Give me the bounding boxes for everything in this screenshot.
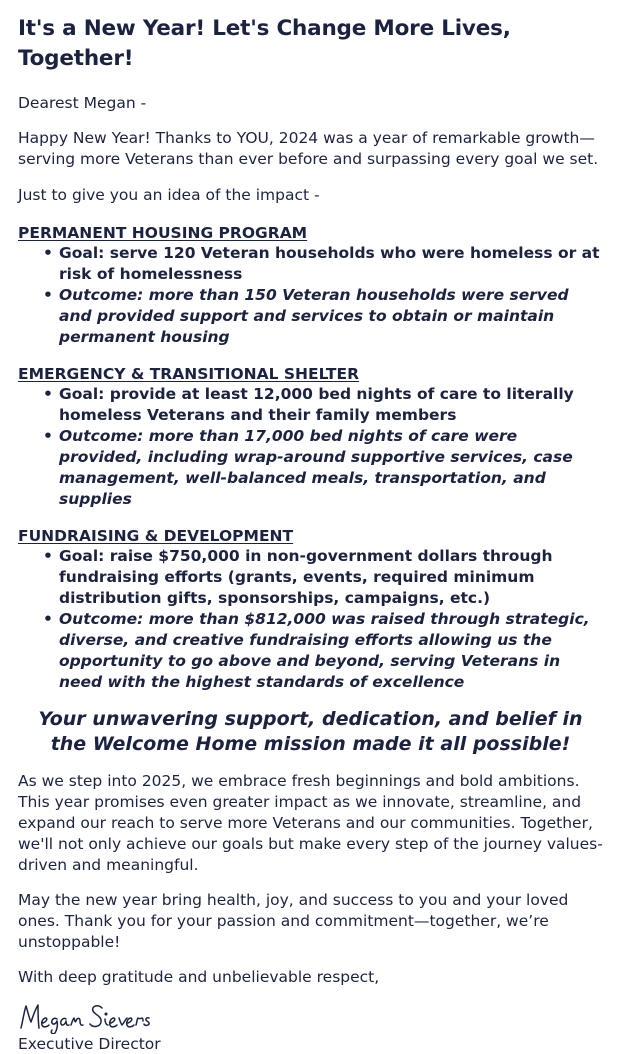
highlight-statement: Your unwavering support, dedication, and belief in the Welcome Home mission made it all possible! xyxy=(38,708,583,755)
bullet-icon: • xyxy=(43,385,53,403)
bullet-icon: • xyxy=(43,610,53,628)
section-heading: EMERGENCY & TRANSITIONAL SHELTER xyxy=(18,365,360,383)
section-heading: FUNDRAISING & DEVELOPMENT xyxy=(18,527,294,545)
section-permanent-housing xyxy=(18,223,603,348)
signature xyxy=(18,1000,603,1034)
year-ahead-paragraph: As we step into 2025, we embrace fresh beginnings and bold ambitions. This year promises even greater impact as we innovate, streamline, and expand our reach to serve more Veterans and our communities. Together, we'll not only achieve our goals but make every step of the journey values-driven and meaningful. xyxy=(18,772,603,874)
bullet-icon: • xyxy=(43,547,53,565)
outcome-text: Outcome: more than 150 Veteran households were served and provided support and services to obtain or maintain permanent housing xyxy=(59,286,569,346)
signer-title: Executive Director xyxy=(18,1035,161,1053)
outcome-text: Outcome: more than 17,000 bed nights of care were provided, including wrap-around supportive services, case management, well-balanced meals, transportation, and supplies xyxy=(59,427,573,508)
goal-text: Goal: serve 120 Veteran households who were homeless or at risk of homelessness xyxy=(59,244,600,283)
outcome-item xyxy=(43,426,603,510)
signature-image xyxy=(18,1000,198,1034)
wishes-paragraph: May the new year bring health, joy, and success to you and your loved ones. Thank you for your passion and commitment—together, we’re unstoppable! xyxy=(18,891,569,951)
bullet-icon: • xyxy=(43,244,53,262)
section-fundraising xyxy=(18,526,603,693)
bullet-icon: • xyxy=(43,427,53,445)
impact-lead: Just to give you an idea of the impact - xyxy=(18,186,320,204)
section-emergency-shelter xyxy=(18,364,603,510)
goal-text: Goal: provide at least 12,000 bed nights of care to literally homeless Veterans and their family members xyxy=(59,385,574,424)
section-list xyxy=(18,546,603,693)
section-heading: PERMANENT HOUSING PROGRAM xyxy=(18,224,308,242)
section-list xyxy=(18,384,603,510)
outcome-item xyxy=(43,609,603,693)
closing-line: With deep gratitude and unbelievable respect, xyxy=(18,968,380,986)
bullet-icon: • xyxy=(43,286,53,304)
greeting: Dearest Megan - xyxy=(18,94,147,112)
outcome-item xyxy=(43,285,603,348)
goal-text: Goal: raise $750,000 in non-government dollars through fundraising efforts (grants, events, required minimum distribution gifts, sponsorships, campaigns, etc.) xyxy=(59,547,553,607)
goal-item xyxy=(43,384,603,426)
intro-paragraph: Happy New Year! Thanks to YOU, 2024 was a year of remarkable growth—serving more Veterans than ever before and surpassing every goal we set. xyxy=(18,129,599,168)
goal-item xyxy=(43,546,603,609)
goal-item xyxy=(43,243,603,285)
letter-title: It's a New Year! Let's Change More Lives, Together! xyxy=(18,16,511,71)
section-list xyxy=(18,243,603,348)
outcome-text: Outcome: more than $812,000 was raised through strategic, diverse, and creative fundraising efforts allowing us the opportunity to go above and beyond, serving Veterans in need with the highest standards of excellence xyxy=(59,610,590,691)
